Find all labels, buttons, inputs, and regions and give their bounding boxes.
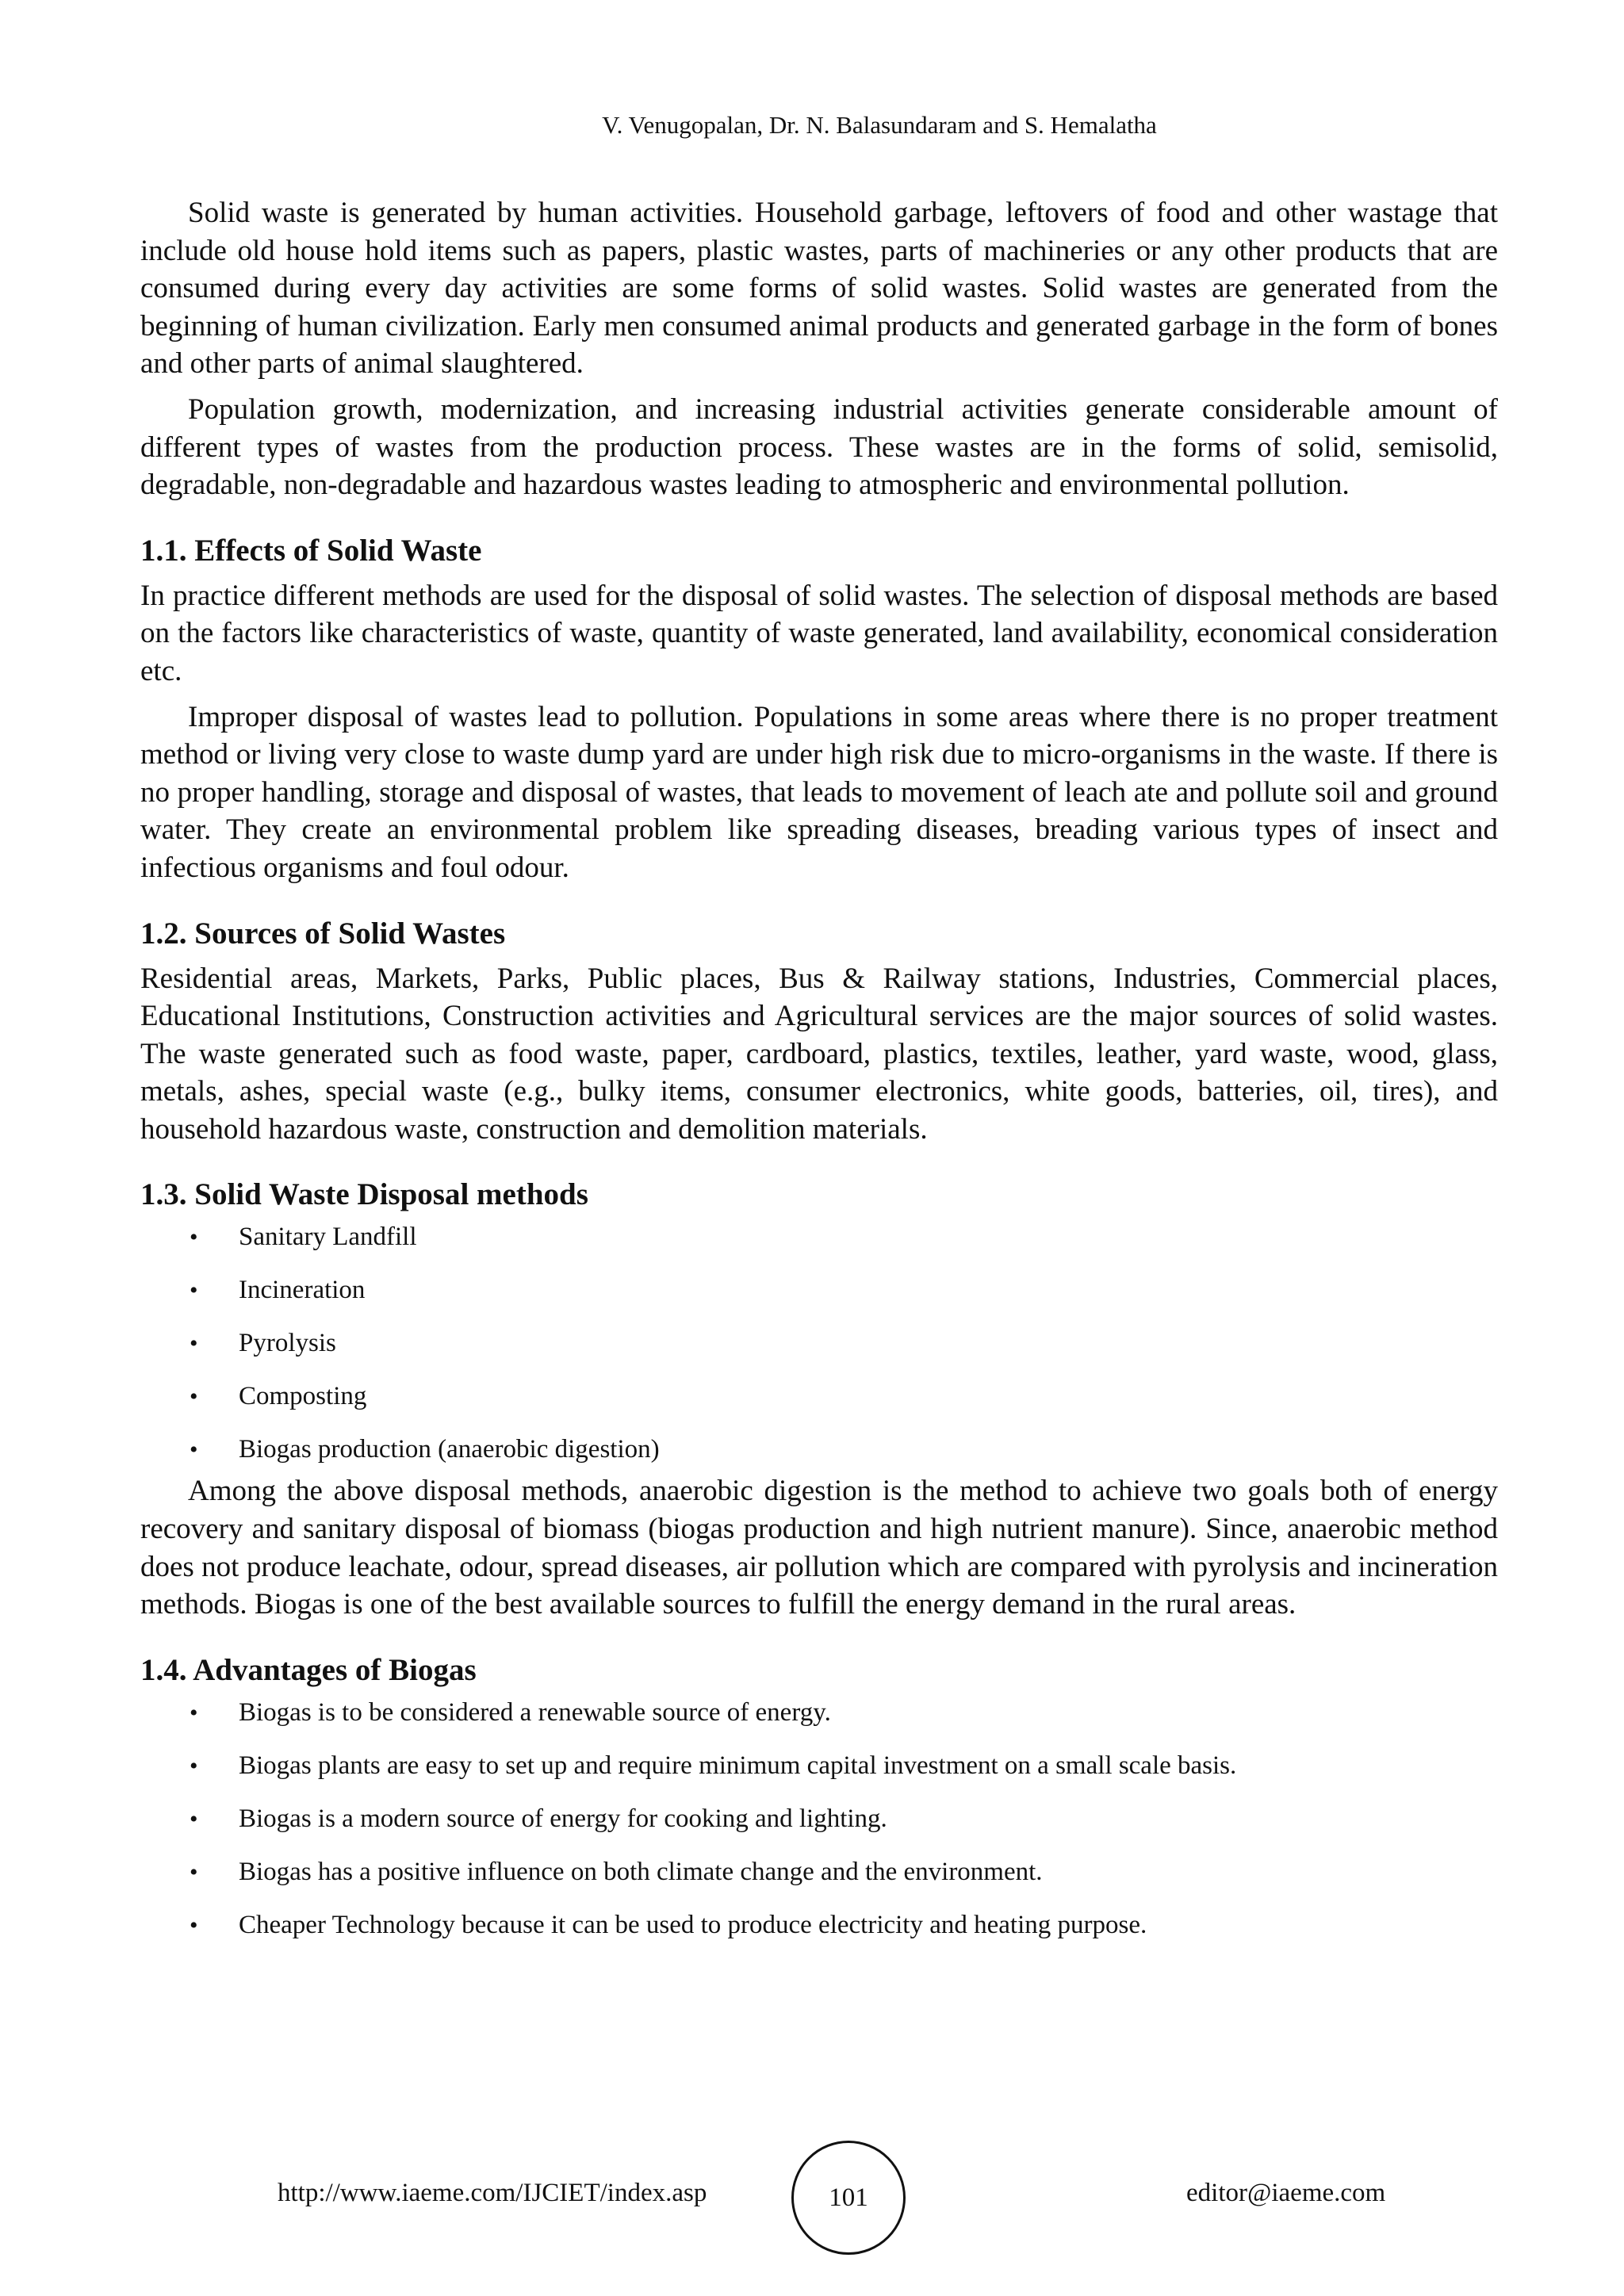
intro-paragraph-2: Population growth, modernization, and increasing industrial activities generate considerable amount of different types of wastes from the production process. These wastes are in the forms of solid, semisolid, degradable, non-degradable and hazardous wastes leading to atmospheric and environmental pollution.: [140, 392, 1498, 502]
page-footer: [0, 2141, 1624, 2260]
section-heading-disposal-methods: 1.3. Solid Waste Disposal methods: [140, 1177, 588, 1212]
effects-paragraph-2: Improper disposal of wastes lead to pollution. Populations in some areas where there is no proper treatment method or living very close to waste dump yard are under high risk due to micro-organisms in the waste. If there is no proper handling, storage and disposal of wastes, that leads to movement of leach ate and pollute soil and ground water. They create an environmental problem like spreading diseases, breading various types of insect and infectious organisms and foul odour.: [140, 700, 1498, 884]
list-item: • Biogas has a positive influence on both climate change and the environment.: [140, 1856, 1498, 1888]
sources-paragraph: Residential areas, Markets, Parks, Public places, Bus & Railway stations, Industries, Commercial places, Educational Institutions, Construction activities and Agricultural services are the major sources of solid wastes. The waste generated such as food waste, paper, cardboard, plastics, textiles, leather, yard waste, wood, glass, metals, ashes, special waste (e.g., bulky items, consumer electronics, white goods, batteries, oil, tires), and household hazardous waste, construction and demolition materials.: [140, 962, 1498, 1146]
footer-url-link[interactable]: http://www.iaeme.com/IJCIET/index.asp: [278, 2179, 707, 2207]
page-number: 101: [829, 2183, 868, 2212]
section-heading-effects: 1.1. Effects of Solid Waste: [140, 533, 482, 568]
footer-email-link[interactable]: editor@iaeme.com: [1186, 2179, 1386, 2207]
bullet-icon: •: [190, 1277, 198, 1304]
list-item: • Cheaper Technology because it can be used to produce electricity and heating purpose.: [140, 1909, 1498, 1942]
running-header-authors: V. Venugopalan, Dr. N. Balasundaram and S. Hemalatha: [602, 111, 1157, 139]
section-heading-advantages: 1.4. Advantages of Biogas: [140, 1652, 477, 1687]
list-item: • Biogas is to be considered a renewable source of energy.: [140, 1697, 1498, 1729]
disposal-methods-list: [140, 1221, 1498, 1466]
list-item: • Incineration: [140, 1274, 1498, 1307]
page-number-circle: [791, 2141, 906, 2255]
list-item: • Biogas plants are easy to set up and require minimum capital investment on a small scale basis.: [140, 1750, 1498, 1782]
bullet-icon: •: [190, 1805, 198, 1832]
list-item: • Biogas production (anaerobic digestion): [140, 1433, 1498, 1466]
advantages-list: [140, 1697, 1498, 1942]
document-body: [140, 194, 1498, 1962]
section-heading-sources: 1.2. Sources of Solid Wastes: [140, 916, 506, 951]
bullet-icon: •: [190, 1330, 198, 1357]
list-item: • Sanitary Landfill: [140, 1221, 1498, 1253]
bullet-icon: •: [190, 1858, 198, 1885]
bullet-icon: •: [190, 1752, 198, 1779]
bullet-icon: •: [190, 1699, 198, 1726]
effects-paragraph-1: In practice different methods are used for the disposal of solid wastes. The selection of disposal methods are based on the factors like characteristics of waste, quantity of waste generated, land availability, economical consideration etc.: [140, 579, 1498, 687]
list-item: • Biogas is a modern source of energy for cooking and lighting.: [140, 1803, 1498, 1835]
intro-paragraph-1: Solid waste is generated by human activities. Household garbage, leftovers of food and other wastage that include old house hold items such as papers, plastic wastes, parts of machineries or any other products that are consumed during every day activities are some forms of solid wastes. Solid wastes are generated from the beginning of human civilization. Early men consumed animal products and generated garbage in the form of bones and other parts of animal slaughtered.: [140, 197, 1498, 381]
bullet-icon: •: [190, 1911, 198, 1938]
disposal-methods-paragraph: Among the above disposal methods, anaerobic digestion is the method to achieve two goals both of energy recovery and sanitary disposal of biomass (biogas production and high nutrient manure). Since, anaerobic method does not produce leachate, odour, spread diseases, air pollution which are compared with pyrolysis and incineration methods. Biogas is one of the best available sources to fulfill the energy demand in the rural areas.: [140, 1475, 1498, 1621]
bullet-icon: •: [190, 1383, 198, 1410]
bullet-icon: •: [190, 1224, 198, 1251]
bullet-icon: •: [190, 1437, 198, 1464]
list-item: • Pyrolysis: [140, 1327, 1498, 1360]
list-item: • Composting: [140, 1380, 1498, 1413]
